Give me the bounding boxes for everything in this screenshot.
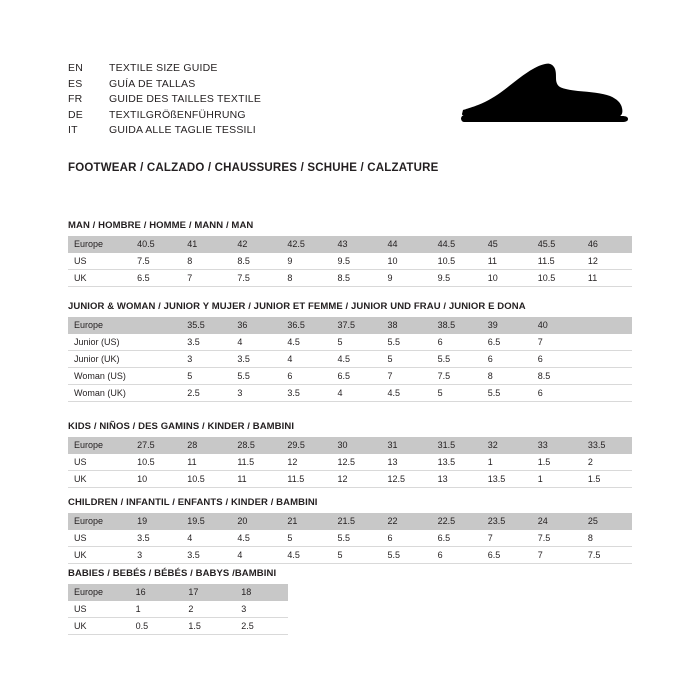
size-cell: 16 — [130, 584, 183, 601]
size-cell: 6.5 — [131, 270, 181, 287]
language-code: DE — [68, 108, 83, 121]
size-cell: 21 — [281, 513, 331, 530]
size-cell: 6 — [482, 351, 532, 368]
size-cell: 45 — [482, 236, 532, 253]
size-cell: 8.5 — [331, 270, 381, 287]
size-cell: 24 — [532, 513, 582, 530]
table-row — [68, 317, 632, 334]
size-cell: 5.5 — [432, 351, 482, 368]
size-cell: 9 — [281, 253, 331, 270]
size-cell: 4 — [281, 351, 331, 368]
language-code: FR — [68, 93, 83, 105]
size-cell: 6.5 — [331, 368, 381, 385]
size-cell: 40 — [532, 317, 582, 334]
row-label: Junior (US) — [68, 334, 131, 351]
size-cell: 31 — [382, 437, 432, 454]
size-cell: 46 — [582, 236, 632, 253]
size-cell: 9.5 — [432, 270, 482, 287]
size-cell: 42.5 — [281, 236, 331, 253]
size-cell: 9 — [382, 270, 432, 287]
size-cell: 31.5 — [432, 437, 482, 454]
size-cell: 5 — [382, 351, 432, 368]
size-cell: 28 — [181, 437, 231, 454]
size-cell: 5 — [181, 368, 231, 385]
size-cell: 3.5 — [131, 530, 181, 547]
size-cell: 6 — [432, 334, 482, 351]
size-cell: 5 — [331, 334, 381, 351]
size-cell: 7 — [532, 547, 582, 564]
size-cell: 6.5 — [432, 530, 482, 547]
size-cell: 11 — [181, 454, 231, 471]
table-row — [68, 547, 632, 564]
size-cell: 1.5 — [182, 618, 235, 635]
table-row — [68, 253, 632, 270]
size-cell: 4.5 — [382, 385, 432, 402]
size-cell: 3.5 — [231, 351, 281, 368]
size-cell: 5.5 — [331, 530, 381, 547]
size-cell: 13 — [382, 454, 432, 471]
size-cell: 6 — [532, 351, 582, 368]
row-label: UK — [68, 618, 130, 635]
size-cell: 23.5 — [482, 513, 532, 530]
size-cell: 5 — [331, 547, 381, 564]
size-table — [68, 513, 632, 564]
size-cell: 13.5 — [432, 454, 482, 471]
size-cell: 7.5 — [131, 253, 181, 270]
size-cell: 4 — [331, 385, 381, 402]
size-table — [68, 584, 288, 635]
size-cell: 2.5 — [235, 618, 288, 635]
size-cell: 3 — [181, 351, 231, 368]
size-cell: 42 — [231, 236, 281, 253]
size-cell: 9.5 — [331, 253, 381, 270]
size-cell: 38.5 — [432, 317, 482, 334]
section-title: MAN / HOMBRE / HOMME / MANN / MAN — [68, 220, 254, 231]
table-row — [68, 270, 632, 287]
size-cell: 33 — [532, 437, 582, 454]
size-cell: 45.5 — [532, 236, 582, 253]
row-label: Junior (UK) — [68, 351, 131, 368]
size-cell: 4.5 — [331, 351, 381, 368]
size-cell — [582, 317, 632, 334]
size-cell: 8 — [281, 270, 331, 287]
size-table — [68, 236, 632, 287]
size-cell: 44.5 — [432, 236, 482, 253]
size-cell: 10 — [131, 471, 181, 488]
size-cell — [131, 368, 181, 385]
size-cell: 12.5 — [331, 454, 381, 471]
size-cell: 4.5 — [231, 530, 281, 547]
size-cell: 3.5 — [181, 334, 231, 351]
size-cell: 7 — [181, 270, 231, 287]
row-label: UK — [68, 547, 131, 564]
table-row — [68, 368, 632, 385]
size-cell: 7 — [482, 530, 532, 547]
size-cell: 25 — [582, 513, 632, 530]
table-row — [68, 584, 288, 601]
size-cell — [131, 385, 181, 402]
size-cell: 5.5 — [231, 368, 281, 385]
section-title: JUNIOR & WOMAN / JUNIOR Y MUJER / JUNIOR ET FEMME / JUNIOR UND FRAU / JUNIOR E DONA — [68, 301, 526, 312]
size-cell: 5.5 — [482, 385, 532, 402]
size-cell: 8 — [181, 253, 231, 270]
size-cell: 13.5 — [482, 471, 532, 488]
table-row — [68, 334, 632, 351]
row-label: Woman (US) — [68, 368, 131, 385]
size-cell: 22 — [382, 513, 432, 530]
size-cell: 2.5 — [181, 385, 231, 402]
size-cell: 4 — [231, 547, 281, 564]
size-cell: 17 — [182, 584, 235, 601]
size-cell: 3 — [231, 385, 281, 402]
language-list — [68, 62, 261, 140]
size-cell: 6 — [382, 530, 432, 547]
language-label: TEXTILGRÖßENFÜHRUNG — [109, 108, 246, 121]
size-cell: 27.5 — [131, 437, 181, 454]
size-cell: 5 — [281, 530, 331, 547]
header — [68, 62, 632, 140]
size-cell: 1.5 — [582, 471, 632, 488]
size-section — [68, 301, 632, 402]
row-label: UK — [68, 270, 131, 287]
section-title: BABIES / BEBÉS / BÉBÉS / BABYS /BAMBINI — [68, 568, 277, 579]
table-row — [68, 513, 632, 530]
language-row — [68, 109, 261, 125]
size-table — [68, 437, 632, 488]
size-cell: 33.5 — [582, 437, 632, 454]
size-cell: 40.5 — [131, 236, 181, 253]
size-cell: 19 — [131, 513, 181, 530]
language-code: EN — [68, 62, 83, 74]
size-cell — [131, 351, 181, 368]
size-cell: 7.5 — [432, 368, 482, 385]
size-cell: 13 — [432, 471, 482, 488]
language-code: IT — [68, 124, 78, 136]
size-cell: 11 — [231, 471, 281, 488]
table-row — [68, 351, 632, 368]
section-title: CHILDREN / INFANTIL / ENFANTS / KINDER / BAMBINI — [68, 497, 318, 508]
size-cell: 6.5 — [482, 334, 532, 351]
size-section — [68, 220, 632, 287]
size-cell: 11.5 — [281, 471, 331, 488]
size-cell — [131, 317, 181, 334]
table-row — [68, 471, 632, 488]
size-cell — [582, 368, 632, 385]
size-cell: 21.5 — [331, 513, 381, 530]
size-cell: 5.5 — [382, 547, 432, 564]
size-cell: 4.5 — [281, 334, 331, 351]
row-label: US — [68, 530, 131, 547]
row-label: Europe — [68, 236, 131, 253]
size-section — [68, 568, 632, 635]
language-row — [68, 78, 261, 94]
size-cell: 19.5 — [181, 513, 231, 530]
row-label: US — [68, 601, 130, 618]
size-cell: 12 — [281, 454, 331, 471]
size-cell: 10.5 — [131, 454, 181, 471]
size-cell: 38 — [382, 317, 432, 334]
size-cell: 6 — [281, 368, 331, 385]
row-label: US — [68, 253, 131, 270]
size-cell: 10.5 — [532, 270, 582, 287]
size-cell: 35.5 — [181, 317, 231, 334]
row-label: Europe — [68, 513, 131, 530]
size-cell: 22.5 — [432, 513, 482, 530]
size-cell: 10 — [482, 270, 532, 287]
size-cell: 29.5 — [281, 437, 331, 454]
size-cell: 11.5 — [231, 454, 281, 471]
size-cell: 12 — [331, 471, 381, 488]
size-cell: 32 — [482, 437, 532, 454]
size-cell: 3 — [131, 547, 181, 564]
table-row — [68, 437, 632, 454]
size-cell: 8 — [582, 530, 632, 547]
row-label: UK — [68, 471, 131, 488]
size-cell: 8.5 — [532, 368, 582, 385]
size-cell: 3 — [235, 601, 288, 618]
size-cell: 11 — [582, 270, 632, 287]
language-label: GUÍA DE TALLAS — [109, 77, 196, 90]
size-cell: 18 — [235, 584, 288, 601]
size-cell: 28.5 — [231, 437, 281, 454]
size-cell: 7 — [532, 334, 582, 351]
table-row — [68, 385, 632, 402]
size-cell: 2 — [182, 601, 235, 618]
size-cell: 1 — [482, 454, 532, 471]
category-title: FOOTWEAR / CALZADO / CHAUSSURES / SCHUHE / CALZATURE — [68, 162, 439, 174]
row-label: Europe — [68, 317, 131, 334]
size-cell: 30 — [331, 437, 381, 454]
language-label: GUIDA ALLE TAGLIE TESSILI — [109, 124, 256, 136]
language-row — [68, 124, 261, 140]
row-label: US — [68, 454, 131, 471]
size-cell: 6.5 — [482, 547, 532, 564]
size-cell: 4 — [231, 334, 281, 351]
dress-shoe-icon — [450, 58, 640, 138]
size-cell: 1.5 — [532, 454, 582, 471]
size-section — [68, 497, 632, 564]
size-cell: 11.5 — [532, 253, 582, 270]
language-row — [68, 93, 261, 109]
table-row — [68, 236, 632, 253]
size-cell: 0.5 — [130, 618, 183, 635]
size-cell: 10.5 — [432, 253, 482, 270]
size-cell: 7.5 — [231, 270, 281, 287]
size-cell: 36.5 — [281, 317, 331, 334]
size-cell: 12 — [582, 253, 632, 270]
size-cell: 11 — [482, 253, 532, 270]
size-cell — [582, 334, 632, 351]
size-cell: 37.5 — [331, 317, 381, 334]
size-cell: 3.5 — [181, 547, 231, 564]
size-cell: 20 — [231, 513, 281, 530]
size-cell: 6 — [432, 547, 482, 564]
size-cell: 4 — [181, 530, 231, 547]
size-cell: 7 — [382, 368, 432, 385]
table-row — [68, 601, 288, 618]
section-title: KIDS / NIÑOS / DES GAMINS / KINDER / BAMBINI — [68, 421, 295, 432]
size-cell: 5 — [432, 385, 482, 402]
size-cell: 8 — [482, 368, 532, 385]
size-cell — [582, 351, 632, 368]
size-cell: 1 — [532, 471, 582, 488]
language-row — [68, 62, 261, 78]
size-cell: 7.5 — [582, 547, 632, 564]
size-cell — [131, 334, 181, 351]
size-cell: 41 — [181, 236, 231, 253]
language-label: GUIDE DES TAILLES TEXTILE — [109, 93, 262, 105]
language-label: TEXTILE SIZE GUIDE — [109, 62, 218, 74]
row-label: Europe — [68, 584, 130, 601]
size-cell: 4.5 — [281, 547, 331, 564]
size-cell: 10.5 — [181, 471, 231, 488]
size-cell: 39 — [482, 317, 532, 334]
size-table — [68, 317, 632, 402]
size-cell: 5.5 — [382, 334, 432, 351]
size-cell — [582, 385, 632, 402]
size-cell: 44 — [382, 236, 432, 253]
table-row — [68, 530, 632, 547]
size-cell: 36 — [231, 317, 281, 334]
size-cell: 12.5 — [382, 471, 432, 488]
row-label: Woman (UK) — [68, 385, 131, 402]
size-cell: 3.5 — [281, 385, 331, 402]
size-cell: 43 — [331, 236, 381, 253]
size-section — [68, 421, 632, 488]
size-cell: 8.5 — [231, 253, 281, 270]
table-row — [68, 454, 632, 471]
size-cell: 1 — [130, 601, 183, 618]
row-label: Europe — [68, 437, 131, 454]
size-cell: 6 — [532, 385, 582, 402]
size-cell: 2 — [582, 454, 632, 471]
size-cell: 10 — [382, 253, 432, 270]
size-cell: 7.5 — [532, 530, 582, 547]
language-code: ES — [68, 77, 83, 90]
table-row — [68, 618, 288, 635]
